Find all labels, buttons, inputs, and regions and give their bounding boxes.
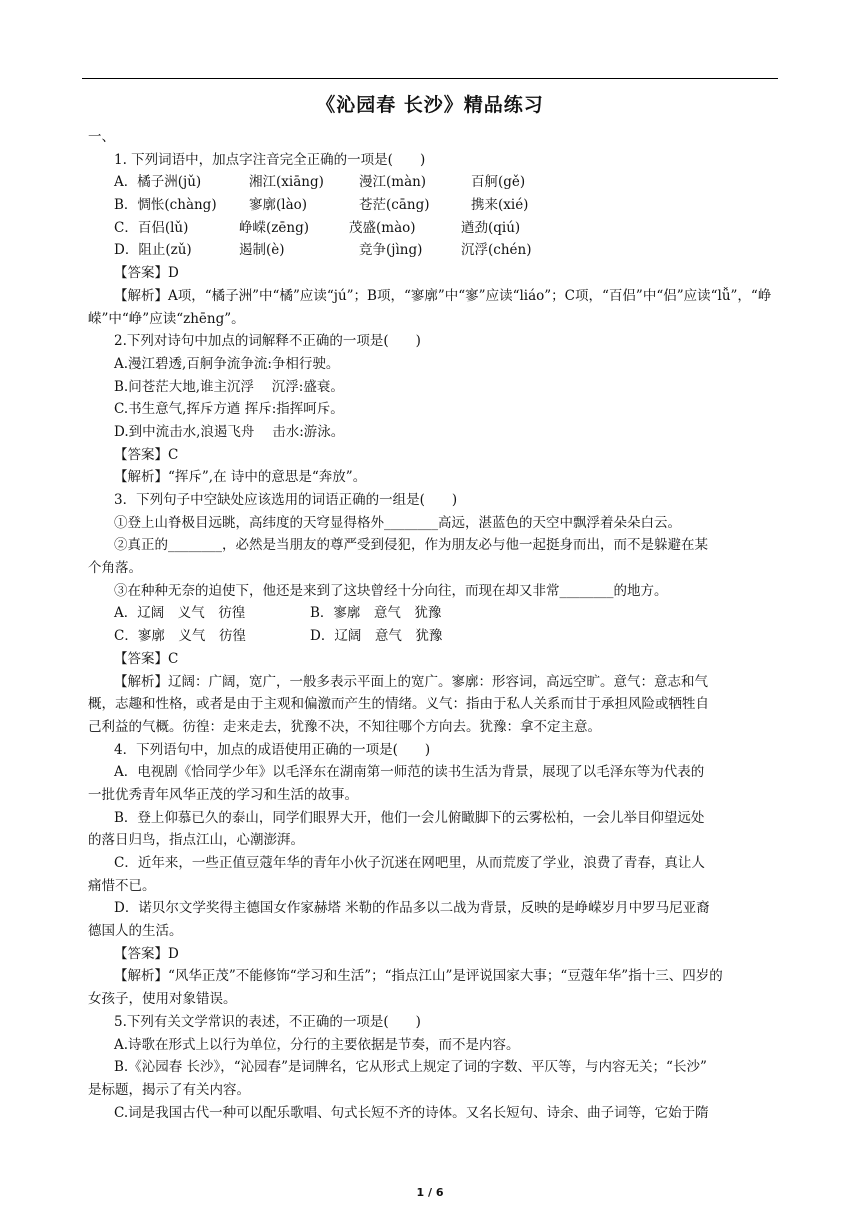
page-number [0, 1186, 860, 1199]
option-cell: D．辽阔 意气 犹豫 [310, 628, 443, 645]
question-5-option-b-cont: 是标题，揭示了有关内容。 [88, 1081, 250, 1098]
option-cell: 遏制(è) [239, 242, 285, 259]
page-separator: / [424, 1186, 436, 1199]
option-cell: 携来(xié) [471, 197, 529, 214]
question-1-option-b [88, 194, 778, 217]
question-4-stem: 4．下列语句中，加点的成语使用正确的一项是( ) [114, 741, 431, 758]
option-cell: 苍茫(cāng) [359, 197, 430, 214]
option-cell: D．阻止(zǔ) [114, 242, 192, 259]
question-3-analysis: 【解析】辽阔：广阔，宽广，一般多表示平面上的宽广。寥廓：形容词，高远空旷。意气：意志和气 [114, 673, 708, 690]
question-3-sentence-3: ③在种种无奈的迫使下，他还是来到了这块曾经十分向往，而现在却又非常________的地方。 [114, 582, 668, 599]
question-5-option-b: B.《沁园春 长沙》，“沁园春”是词牌名，它从形式上规定了词的字数、平仄等，与内容无关；“长沙” [114, 1059, 707, 1076]
option-cell: 百舸(gě) [471, 174, 526, 191]
option-cell: B．惆怅(chàng) [114, 197, 217, 214]
question-4-analysis: 【解析】“风华正茂”不能修饰“学习和生活”；“指点江山”是评说国家大事；“豆蔻年华”指十三、四岁的 [114, 968, 723, 985]
question-2-option-b: B.问苍茫大地,谁主沉浮 沉浮:盛衰。 [114, 378, 344, 395]
question-2-option-c: C.书生意气,挥斥方遒 挥斥:指挥呵斥。 [114, 401, 344, 418]
question-5-option-a: A.诗歌在形式上以行为单位，分行的主要依据是节奏，而不是内容。 [114, 1036, 520, 1053]
section-heading: 一、 [88, 129, 115, 145]
question-4-option-a-cont: 一批优秀青年风华正茂的学习和生活的故事。 [88, 786, 358, 803]
question-3-options-ab [88, 602, 778, 625]
question-4-option-d: D．诺贝尔文学奖得主德国女作家赫塔 米勒的作品多以二战为背景，反映的是峥嵘岁月中罗马尼亚裔 [114, 900, 710, 917]
option-cell: 峥嵘(zēng) [239, 219, 309, 236]
option-cell: 茂盛(mào) [349, 219, 416, 236]
question-3-analysis-cont: 概，志趣和性格，或者是由于主观和偏激而产生的情绪。义气：指由于私人关系而甘于承担风险或牺牲自 [88, 696, 709, 713]
question-1-option-a [88, 171, 778, 194]
question-4-analysis-cont: 女孩子，使用对象错误。 [88, 991, 237, 1008]
option-cell: 竞争(jìng) [359, 242, 423, 259]
question-2-answer: 【答案】C [114, 446, 179, 463]
question-2-stem: 2.下列对诗句中加点的词解释不正确的一项是( ) [114, 333, 421, 350]
question-4-answer: 【答案】D [114, 945, 179, 962]
option-cell: 沉浮(chén) [461, 242, 532, 259]
question-4-option-a: A．电视剧《恰同学少年》以毛泽东在湖南第一师范的读书生活为背景，展现了以毛泽东等为代表的 [114, 764, 705, 781]
question-3-options-cd [88, 625, 778, 648]
option-cell: A．辽阔 义气 彷徨 [114, 605, 246, 622]
question-1-answer: 【答案】D [114, 265, 179, 282]
question-2-analysis: 【解析】“挥斥”,在 诗中的意思是“奔放”。 [114, 469, 367, 486]
header-rule [82, 78, 778, 79]
option-cell: C．寥廓 义气 彷徨 [114, 628, 246, 645]
question-2-option-d: D.到中流击水,浪遏飞舟 击水:游泳。 [114, 423, 345, 440]
question-2-option-a: A.漫江碧透,百舸争流争流:争相行驶。 [114, 355, 340, 372]
option-cell: 寥廓(lào) [249, 197, 308, 214]
option-cell: 湘江(xiāng) [249, 174, 324, 191]
question-1-analysis-cont: 嵘”中“峥”应读“zhēng”。 [88, 310, 245, 327]
current-page: 1 [416, 1186, 425, 1199]
option-cell: 遒劲(qiú) [461, 219, 521, 236]
option-cell: B．寥廓 意气 犹豫 [310, 605, 442, 622]
question-3-sentence-2-cont: 个角落。 [88, 560, 142, 577]
question-4-option-b: B．登上仰慕已久的泰山，同学们眼界大开，他们一会儿俯瞰脚下的云雾松柏，一会儿举目仰望远处 [114, 809, 705, 826]
question-4-option-c: C．近年来，一些正值豆蔻年华的青年小伙子沉迷在网吧里，从而荒废了学业，浪费了青春，真让人 [114, 855, 705, 871]
question-3-analysis-cont: 己利益的气概。彷徨：走来走去，犹豫不决，不知往哪个方向去。犹豫：拿不定主意。 [88, 718, 601, 735]
question-4-option-c-cont: 痛惜不已。 [88, 877, 156, 894]
document-body [88, 126, 778, 1124]
question-5-stem: 5.下列有关文学常识的表述，不正确的一项是( ) [114, 1013, 421, 1030]
question-4-option-d-cont: 德国人的生活。 [88, 923, 183, 940]
page-title: 《沁园春 长沙》精品练习 [316, 94, 544, 116]
question-5-option-c: C.词是我国古代一种可以配乐歌唱、句式长短不齐的诗体。又名长短句、诗余、曲子词等，它始于隋 [114, 1104, 709, 1121]
question-3-sentence-2: ②真正的________，必然是当朋友的尊严受到侵犯，作为朋友必与他一起挺身而出，而不是躲避在某 [114, 537, 708, 554]
question-3-sentence-1: ①登上山脊极目远眺，高纬度的天穹显得格外________高远，湛蓝色的天空中飘浮着朵朵白云。 [114, 514, 681, 531]
question-1-analysis: 【解析】A项，“橘子洲”中“橘”应读“jú”；B项，“寥廓”中“寥”应读“liáo”；C项，“百侣”中“侣”应读“lǚ”，“峥 [114, 287, 772, 304]
option-cell: C．百侣(lǔ) [114, 219, 189, 236]
option-cell: A．橘子洲(jǔ) [114, 174, 202, 191]
question-4-option-b-cont: 的落日归鸟，指点江山，心潮澎湃。 [88, 832, 304, 849]
total-pages: 6 [435, 1186, 444, 1199]
question-1-stem: 1. 下列词语中，加点字注音完全正确的一项是( ) [114, 151, 426, 168]
option-cell: 漫江(màn) [359, 174, 427, 191]
question-1-option-c [88, 217, 778, 240]
question-3-answer: 【答案】C [114, 650, 179, 667]
question-1-option-d [88, 239, 778, 262]
question-3-stem: 3．下列句子中空缺处应该选用的词语正确的一组是( ) [114, 492, 458, 508]
